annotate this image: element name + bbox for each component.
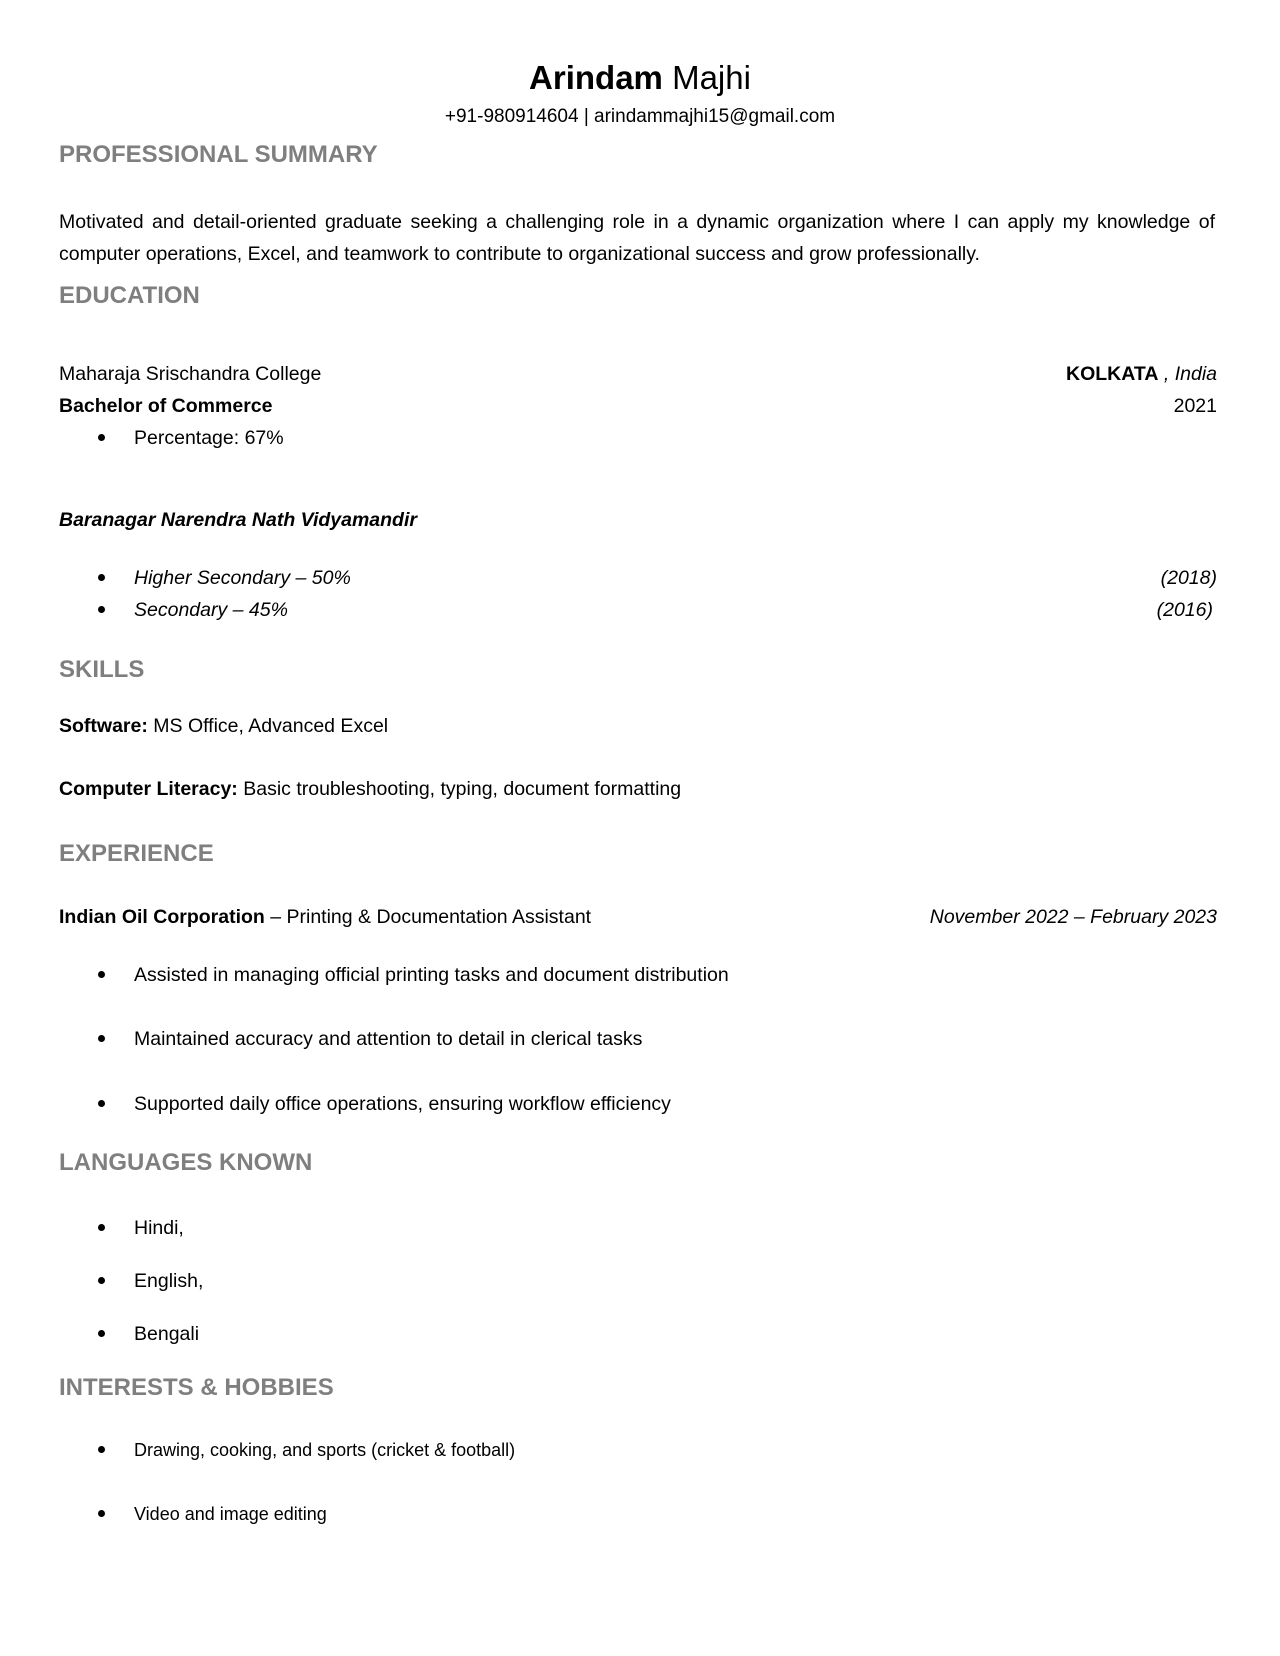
company-name: Indian Oil Corporation xyxy=(59,906,265,928)
skill-literacy xyxy=(59,776,681,802)
bullet xyxy=(98,606,105,613)
school-name: Baranagar Narendra Nath Vidyamandir xyxy=(59,509,417,531)
summary-text: Motivated and detail-oriented graduate seeking a challenging role in a dynamic organization where I can apply my knowledge of computer operations, Excel, and teamwork to contribute to organizational success and grow professionally. xyxy=(59,211,1215,265)
skill-literacy-label: Computer Literacy: xyxy=(59,778,238,800)
first-name: Arindam xyxy=(529,59,663,96)
bullet xyxy=(98,1277,105,1284)
bullet xyxy=(98,1330,105,1337)
experience-bullet: Maintained accuracy and attention to detail in clerical tasks xyxy=(134,1028,643,1050)
higher-secondary-year: (2018) xyxy=(1160,567,1217,589)
bullet xyxy=(98,574,105,581)
interests-heading: INTERESTS & HOBBIES xyxy=(59,1374,334,1401)
experience-heading: EXPERIENCE xyxy=(59,840,214,867)
job-title-line xyxy=(59,904,591,930)
secondary: Secondary – 45% xyxy=(134,599,288,621)
experience-bullet: Supported daily office operations, ensuring workflow efficiency xyxy=(134,1093,671,1115)
bullet xyxy=(98,1100,105,1107)
college-country: , India xyxy=(1158,363,1217,385)
candidate-name xyxy=(0,56,1280,100)
bullet xyxy=(98,971,105,978)
bullet xyxy=(98,434,105,441)
bullet xyxy=(98,1446,105,1453)
college-name: Maharaja Srischandra College xyxy=(59,363,322,385)
job-role: – Printing & Documentation Assistant xyxy=(264,906,592,928)
percentage: Percentage: 67% xyxy=(134,427,284,449)
languages-heading: LANGUAGES KNOWN xyxy=(59,1149,313,1176)
interest-item: Video and image editing xyxy=(134,1504,327,1524)
bullet xyxy=(98,1224,105,1231)
language-item: Bengali xyxy=(134,1323,200,1345)
summary-heading: PROFESSIONAL SUMMARY xyxy=(59,141,378,168)
degree: Bachelor of Commerce xyxy=(59,395,273,417)
last-name: Majhi xyxy=(672,59,751,96)
job-dates: November 2022 – February 2023 xyxy=(929,906,1217,928)
college-city: KOLKATA xyxy=(1066,363,1159,385)
skill-software-label: Software: xyxy=(59,715,148,737)
bullet xyxy=(98,1510,105,1517)
bullet xyxy=(98,1035,105,1042)
experience-bullet: Assisted in managing official printing tasks and document distribution xyxy=(134,964,729,986)
skill-software xyxy=(59,713,388,739)
language-item: Hindi, xyxy=(134,1217,184,1239)
skills-heading: SKILLS xyxy=(59,656,145,683)
degree-year: 2021 xyxy=(1173,395,1217,417)
language-item: English, xyxy=(134,1270,204,1292)
skill-software-value: MS Office, Advanced Excel xyxy=(147,715,389,737)
secondary-year: (2016) xyxy=(1156,599,1213,621)
interest-item: Drawing, cooking, and sports (cricket & football) xyxy=(134,1440,516,1460)
skill-literacy-value: Basic troubleshooting, typing, document formatting xyxy=(237,778,682,800)
higher-secondary: Higher Secondary – 50% xyxy=(134,567,351,589)
contact-info: +91-980914604 | arindammajhi15@gmail.com xyxy=(444,106,836,127)
education-heading: EDUCATION xyxy=(59,282,200,309)
college-location xyxy=(1066,361,1217,387)
